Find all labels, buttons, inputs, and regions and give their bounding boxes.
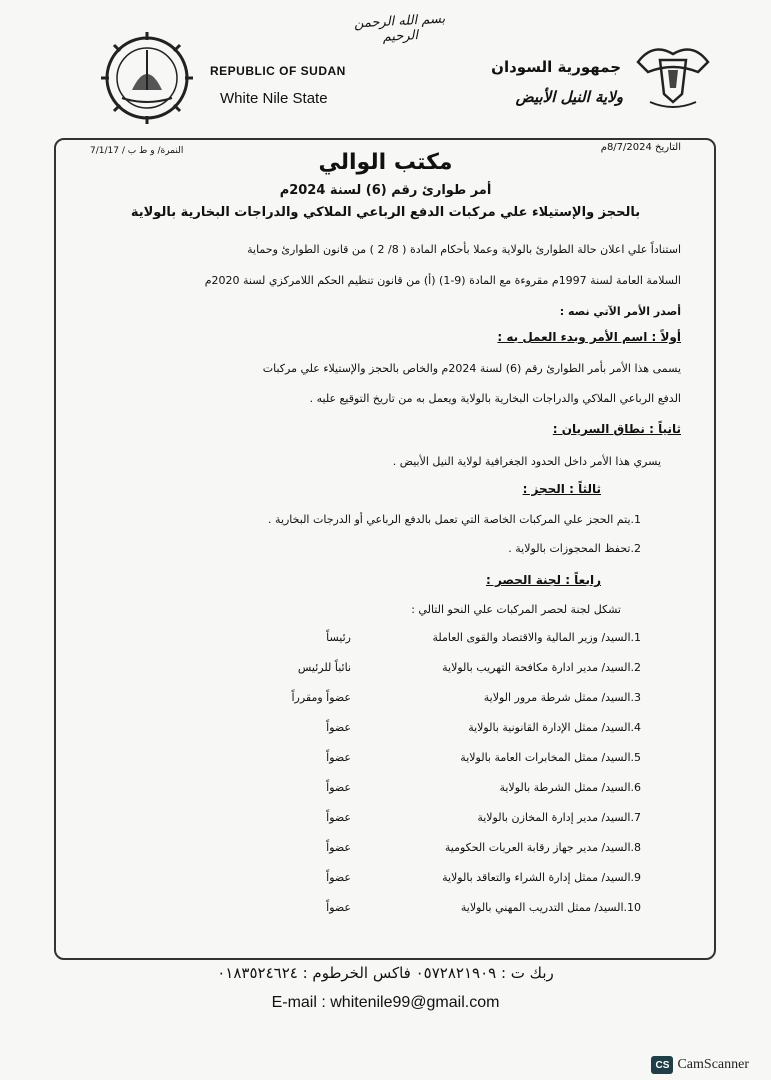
committee-member-role: عضواً [326,751,351,764]
white-nile-state-emblem-icon [92,28,202,128]
committee-member-role: رئيساً [326,631,351,644]
committee-member-name: 1.السيد/ وزير المالية والاقتصاد والقوى العاملة [432,631,641,644]
office-title: مكتب الوالي [318,150,453,175]
committee-member-role: عضواً ومقرراً [291,691,351,704]
footer-contact: ربك ت : ٠٥٧٢٨٢١٩٠٩ فاكس الخرطوم : ٠١٨٣٥٢٤٦٢٤ [217,964,554,982]
section-second-line: يسري هذا الأمر داخل الحدود الجغرافية لولاية النيل الأبيض . [392,455,661,468]
committee-member-role: عضواً [326,901,351,914]
section-fourth-intro: تشكل لجنة لحصر المركبات علي النحو التالي : [411,603,621,616]
reference-number: النمرة/ و ط ب / 7/1/17 [90,146,184,156]
committee-member-role: عضواً [326,841,351,854]
republic-ar: جمهورية السودان [491,58,621,76]
preamble-line-2: السلامة العامة لسنة 1997م مقروءة مع المادة (9-1) (أ) من قانون تنظيم الحكم اللامركزي لسنة 2020م [204,274,681,287]
camscanner-watermark [651,1056,749,1074]
sudan-coat-of-arms-icon [628,32,718,116]
committee-member-name: 6.السيد/ ممثل الشرطة بالولاية [499,781,641,794]
camscanner-label: CamScanner [677,1057,749,1072]
section-second-heading: ثانياً : نطاق السريان : [552,422,681,436]
preamble-line-1: استناداً علي اعلان حالة الطوارئ بالولاية وعملا بأحكام المادة ( 8/ 2 ) من قانون الطوارئ وحماية [247,243,681,256]
committee-member-name: 3.السيد/ ممثل شرطة مرور الولاية [483,691,641,704]
republic-en: REPUBLIC OF SUDAN [210,64,346,78]
footer-email: E-mail : whitenile99@gmail.com [271,994,500,1011]
state-en: White Nile State [220,90,328,107]
section-third-heading: ثالثاً : الحجز : [522,482,601,496]
section-first-line-1: يسمى هذا الأمر بأمر الطوارئ رقم (6) لسنة 2024م والخاص بالحجز والإستيلاء علي مركبات [262,362,681,375]
document-date: التاريخ 8/7/2024م [600,142,681,153]
committee-member-name: 7.السيد/ مدير إدارة المخازن بالولاية [477,811,641,824]
basmala: بسم الله الرحمن الرحيم [353,11,446,45]
committee-member-name: 4.السيد/ ممثل الإدارة القانونية بالولاية [468,721,641,734]
committee-member-name: 10.السيد/ ممثل التدريب المهني بالولاية [460,901,641,914]
committee-member-role: عضواً [326,811,351,824]
order-title: أمر طوارئ رقم (6) لسنة 2024م [279,183,492,198]
issued-statement: أصدر الأمر الآتي نصه : [559,305,681,318]
section-first-line-2: الدفع الرباعي الملاكي والدراجات البخارية بالولاية ويعمل به من تاريخ التوقيع عليه . [309,392,681,405]
committee-member-role: نائباً للرئيس [297,661,351,674]
state-ar: ولاية النيل الأبيض [515,88,623,106]
committee-member-name: 8.السيد/ مدير جهاز رقابة العربات الحكومية [444,841,641,854]
section-third-item-1: 1.يتم الحجز علي المركبات الخاصة التي تعمل بالدفع الرباعي أو الدرجات البخارية . [268,513,641,526]
section-third-item-2: 2.تحفظ المحجوزات بالولاية . [508,542,641,555]
committee-member-name: 5.السيد/ ممثل المخابرات العامة بالولاية [460,751,641,764]
committee-member-role: عضواً [326,871,351,884]
committee-member-name: 9.السيد/ ممثل إدارة الشراء والتعاقد بالولاية [442,871,641,884]
committee-member-name: 2.السيد/ مدير ادارة مكافحة التهريب بالولاية [442,661,641,674]
committee-member-role: عضواً [326,781,351,794]
order-subject: بالحجز والإستيلاء علي مركبات الدفع الرباعي الملاكي والدراجات البخارية بالولاية [130,205,641,220]
section-first-heading: أولاً : اسم الأمر وبدء العمل به : [497,330,681,344]
committee-member-role: عضواً [326,721,351,734]
camscanner-logo-icon: CS [651,1056,673,1074]
section-fourth-heading: رابعاً : لجنة الحصر : [485,573,601,587]
